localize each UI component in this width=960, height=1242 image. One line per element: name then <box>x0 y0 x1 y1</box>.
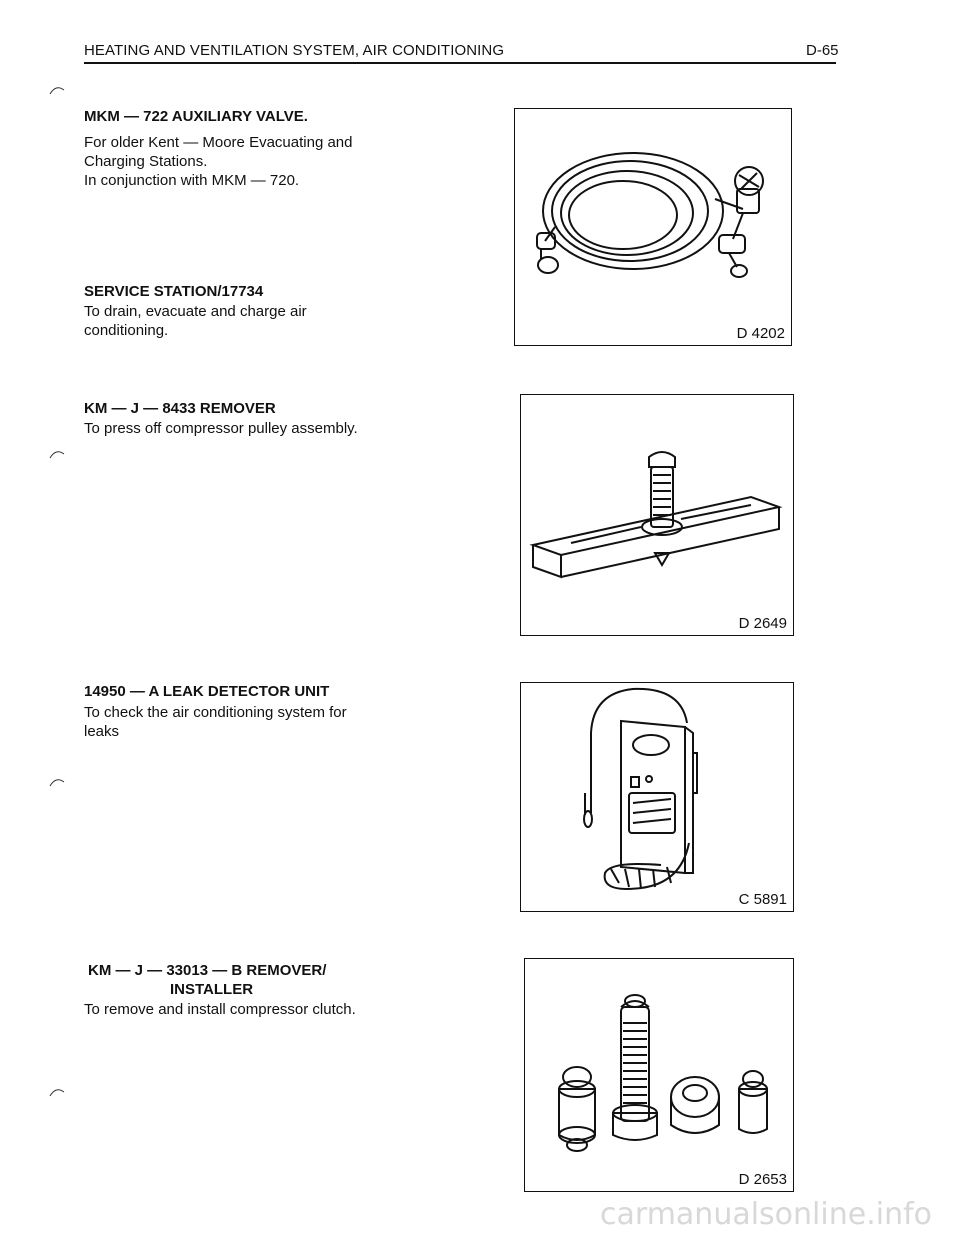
tool-title-remover-installer-line2: INSTALLER <box>170 981 254 998</box>
desc-line: For older Kent — Moore Evacuating and <box>84 134 353 151</box>
page-number: D-65 <box>806 42 839 59</box>
desc-line: In conjunction with MKM — 720. <box>84 172 300 189</box>
tool-title-service-station: SERVICE STATION/17734 <box>84 283 264 300</box>
tool-title-remover-installer: KM — J — 33013 — B REMOVER/ <box>88 962 327 979</box>
hose-valve-icon <box>515 109 791 345</box>
watermark: carmanualsonline.info <box>600 1197 932 1232</box>
desc-line: To check the air conditioning system for <box>84 704 347 721</box>
tool-desc-service-station <box>84 302 414 340</box>
remover-installer-icon <box>525 959 793 1191</box>
figure-auxiliary-valve <box>514 108 792 346</box>
tool-desc-leak-detector <box>84 703 414 741</box>
margin-mark <box>48 84 68 98</box>
tool-title-leak-detector: 14950 — A LEAK DETECTOR UNIT <box>84 683 330 700</box>
figure-code: C 5891 <box>738 891 787 908</box>
figure-code: D 2649 <box>738 615 787 632</box>
tool-title-auxiliary-valve: MKM — 722 AUXILIARY VALVE. <box>84 108 308 125</box>
desc-line: To drain, evacuate and charge air <box>84 303 307 320</box>
page-header-title: HEATING AND VENTILATION SYSTEM, AIR CONDITIONING <box>84 42 505 59</box>
figure-code: D 4202 <box>736 325 785 342</box>
leak-detector-icon <box>521 683 793 911</box>
desc-line: conditioning. <box>84 322 169 339</box>
puller-bar-icon <box>521 395 793 635</box>
desc-line: To remove and install compressor clutch. <box>84 1001 356 1018</box>
figure-code: D 2653 <box>738 1171 787 1188</box>
tool-desc-remover-8433 <box>84 419 464 438</box>
desc-line: Charging Stations. <box>84 153 208 170</box>
figure-remover-installer <box>524 958 794 1192</box>
figure-leak-detector <box>520 682 794 912</box>
header-divider <box>84 62 836 64</box>
margin-mark <box>48 448 68 462</box>
tool-title-remover-8433: KM — J — 8433 REMOVER <box>84 400 276 417</box>
desc-line: To press off compressor pulley assembly. <box>84 420 358 437</box>
margin-mark <box>48 1086 68 1100</box>
desc-line: leaks <box>84 723 120 740</box>
tool-desc-auxiliary-valve <box>84 133 414 190</box>
tool-desc-remover-installer <box>84 1000 464 1019</box>
figure-remover-8433 <box>520 394 794 636</box>
margin-mark <box>48 776 68 790</box>
